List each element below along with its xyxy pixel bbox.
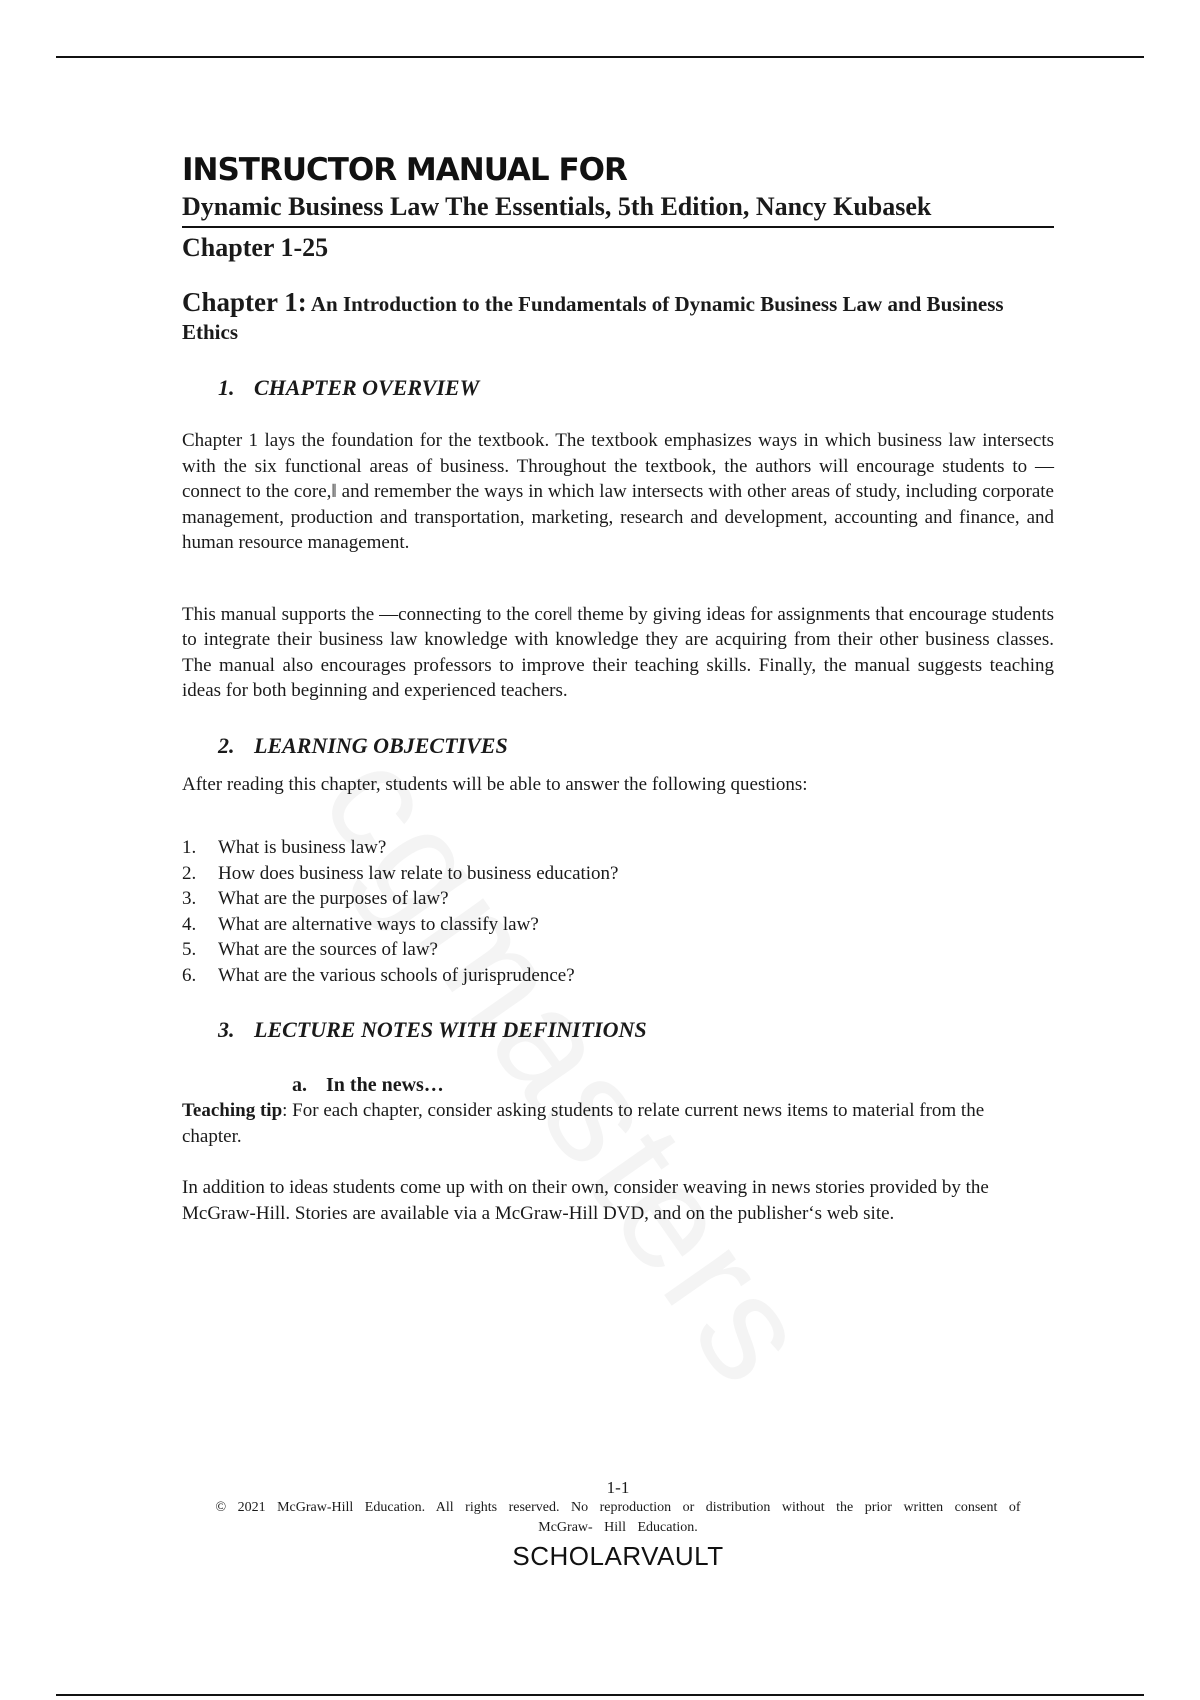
section-heading-overview [218, 374, 1054, 402]
list-item: 3. What are the purposes of law? [182, 888, 449, 909]
section-number: 2. [218, 732, 235, 758]
chapter-number: Chapter 1: [182, 287, 307, 317]
document-page [182, 150, 1054, 1226]
section-heading-lecture-notes [218, 1016, 1054, 1044]
overview-paragraph-2: This manual supports the —connecting to the core‖ theme by giving ideas for assignments that encourage students to integrate their business law knowledge with knowledge they are acquiring from their other business classes. The manual also encourages professors to improve their teaching skills. Finally, the manual suggests teaching ideas for both beginning and experienced teachers. [182, 603, 1054, 701]
list-item: 2. How does business law relate to business education? [182, 862, 619, 884]
teaching-tip-label: Teaching tip [182, 1100, 283, 1121]
subsection-heading [292, 1072, 1054, 1098]
list-item: 5. What are the sources of law? [182, 939, 438, 960]
list-item: 1. What is business law? [182, 837, 387, 858]
chapter-heading [182, 288, 1054, 346]
section-title: LEARNING OBJECTIVES [254, 732, 508, 758]
chapter-title: An Introduction to the Fundamentals of Dynamic Business Law and Business Ethics [182, 292, 1004, 344]
page-number: 1-1 [606, 1478, 630, 1497]
section-number: 3. [218, 1017, 235, 1042]
subsection-letter: a. [292, 1074, 307, 1096]
bottom-rule [56, 1694, 1144, 1696]
section-heading-objectives [218, 732, 1054, 760]
objectives-intro: After reading this chapter, students will be able to answer the following questions: [182, 773, 808, 795]
list-item: 4. What are alternative ways to classify law? [182, 913, 539, 935]
teaching-tip [182, 1098, 1054, 1149]
news-paragraph: In addition to ideas students come up with on their own, consider weaving in news stories provided by the McGraw-Hill. Stories are available via a McGraw-Hill DVD, and on the publisher‘s web site. [182, 1177, 989, 1224]
copyright-notice: © 2021 McGraw-Hill Education. All rights reserved. No reproduction or distribution without the prior written consent of McGraw- Hill Education. [215, 1500, 1021, 1535]
list-item: 6. What are the various schools of jurisprudence? [182, 964, 575, 986]
objectives-list [182, 835, 1054, 988]
teaching-tip-text: : For each chapter, consider asking students to relate current news items to material from the chapter. [182, 1100, 985, 1147]
chapter-range: Chapter 1-25 [182, 233, 329, 262]
book-subtitle: Dynamic Business Law The Essentials, 5th Edition, Nancy Kubasek [182, 190, 1054, 228]
subsection-title: In the news… [326, 1074, 444, 1096]
overview-paragraph-1: Chapter 1 lays the foundation for the textbook. The textbook emphasizes ways in which business law intersects with the six functional areas of business. Throughout the textbook, the authors will encourage students to —connect to the core,‖ and remember the ways in which law intersects with other areas of study, including corporate management, production and transportation, marketing, research and development, accounting and finance, and human resource management. [182, 430, 1054, 553]
section-number: 1. [218, 375, 235, 400]
brand-label: SCHOLARVAULT [512, 1541, 724, 1571]
section-title: LECTURE NOTES WITH DEFINITIONS [254, 1017, 647, 1042]
document-title: INSTRUCTOR MANUAL FOR [182, 152, 627, 188]
page-footer [182, 1478, 1054, 1572]
top-rule [56, 56, 1144, 58]
section-title: CHAPTER OVERVIEW [254, 375, 480, 400]
